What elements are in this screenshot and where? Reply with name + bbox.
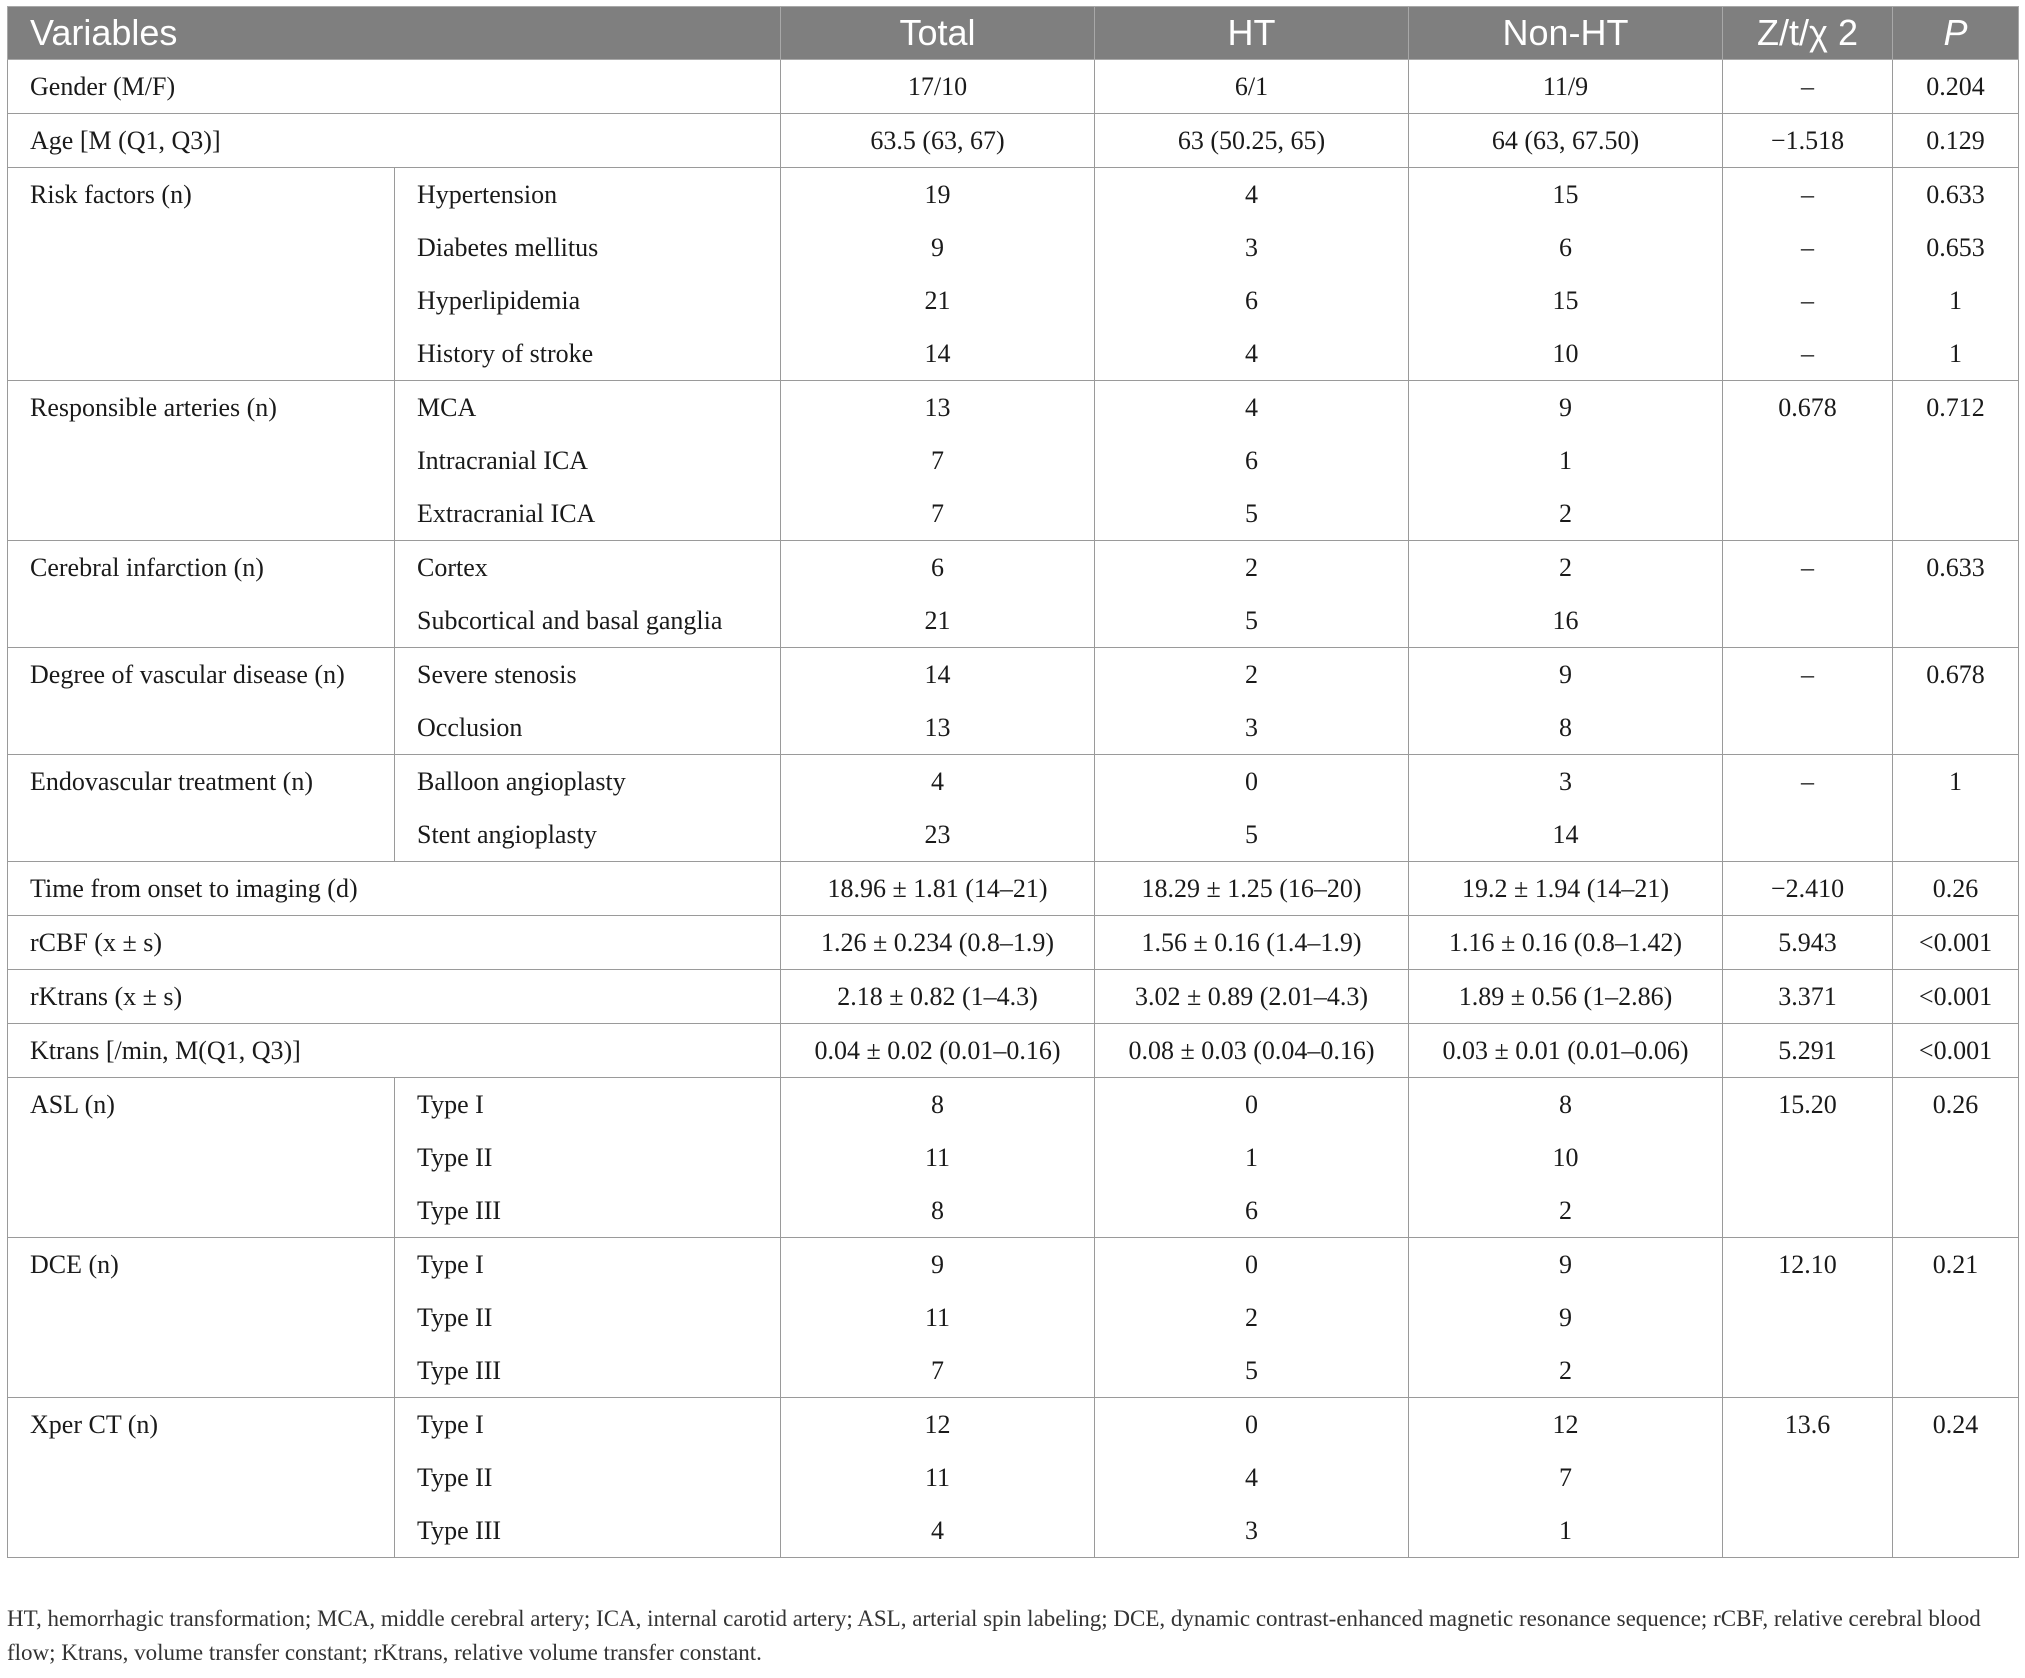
statistic-value bbox=[1723, 594, 1893, 648]
ht-value: 0 bbox=[1095, 1398, 1409, 1452]
p-value: 1 bbox=[1893, 755, 2019, 809]
sub-variable-label: Diabetes mellitus bbox=[395, 221, 781, 274]
non-ht-value: 6 bbox=[1409, 221, 1723, 274]
statistic-value bbox=[1723, 1451, 1893, 1504]
non-ht-value: 1.89 ± 0.56 (1–2.86) bbox=[1409, 970, 1723, 1024]
group-label: Cerebral infarction (n) bbox=[8, 541, 395, 648]
group-label: Risk factors (n) bbox=[8, 168, 395, 381]
ht-value: 3 bbox=[1095, 701, 1409, 755]
statistic-value: 0.678 bbox=[1723, 381, 1893, 435]
ht-value: 0.08 ± 0.03 (0.04–0.16) bbox=[1095, 1024, 1409, 1078]
header-ht: HT bbox=[1095, 7, 1409, 60]
sub-variable-label: Type III bbox=[395, 1504, 781, 1558]
non-ht-value: 10 bbox=[1409, 327, 1723, 381]
ht-value: 4 bbox=[1095, 168, 1409, 222]
statistic-value: – bbox=[1723, 327, 1893, 381]
sub-variable-label: MCA bbox=[395, 381, 781, 435]
sub-variable-label: Type II bbox=[395, 1291, 781, 1344]
table-row bbox=[8, 916, 2019, 970]
total-value: 13 bbox=[781, 701, 1095, 755]
non-ht-value: 15 bbox=[1409, 168, 1723, 222]
total-value: 12 bbox=[781, 1398, 1095, 1452]
statistic-value bbox=[1723, 1291, 1893, 1344]
sub-variable-label: Extracranial ICA bbox=[395, 487, 781, 541]
sub-variable-label: Intracranial ICA bbox=[395, 434, 781, 487]
non-ht-value: 19.2 ± 1.94 (14–21) bbox=[1409, 862, 1723, 916]
statistic-value: – bbox=[1723, 541, 1893, 595]
non-ht-value: 2 bbox=[1409, 1184, 1723, 1238]
statistic-value bbox=[1723, 1184, 1893, 1238]
p-value bbox=[1893, 487, 2019, 541]
group-label: DCE (n) bbox=[8, 1238, 395, 1398]
sub-variable-label: Hyperlipidemia bbox=[395, 274, 781, 327]
sub-variable-label: History of stroke bbox=[395, 327, 781, 381]
header-variables: Variables bbox=[8, 7, 781, 60]
ht-value: 18.29 ± 1.25 (16–20) bbox=[1095, 862, 1409, 916]
p-value: 0.633 bbox=[1893, 168, 2019, 222]
ht-value: 1 bbox=[1095, 1131, 1409, 1184]
sub-variable-label: Occlusion bbox=[395, 701, 781, 755]
sub-variable-label: Cortex bbox=[395, 541, 781, 595]
statistic-value bbox=[1723, 701, 1893, 755]
group-label: Endovascular treatment (n) bbox=[8, 755, 395, 862]
statistic-value: 12.10 bbox=[1723, 1238, 1893, 1292]
variable-label: rKtrans (x ± s) bbox=[8, 970, 781, 1024]
variable-label: rCBF (x ± s) bbox=[8, 916, 781, 970]
sub-variable-label: Severe stenosis bbox=[395, 648, 781, 702]
non-ht-value: 0.03 ± 0.01 (0.01–0.06) bbox=[1409, 1024, 1723, 1078]
sub-variable-label: Stent angioplasty bbox=[395, 808, 781, 862]
p-value bbox=[1893, 1184, 2019, 1238]
total-value: 6 bbox=[781, 541, 1095, 595]
p-value: 0.21 bbox=[1893, 1238, 2019, 1292]
table-row bbox=[8, 1238, 2019, 1292]
statistic-value: – bbox=[1723, 648, 1893, 702]
header-non-ht: Non-HT bbox=[1409, 7, 1723, 60]
statistic-value: – bbox=[1723, 60, 1893, 114]
table-row bbox=[8, 381, 2019, 435]
ht-value: 0 bbox=[1095, 755, 1409, 809]
ht-value: 2 bbox=[1095, 648, 1409, 702]
non-ht-value: 1 bbox=[1409, 434, 1723, 487]
ht-value: 6 bbox=[1095, 1184, 1409, 1238]
ht-value: 2 bbox=[1095, 541, 1409, 595]
ht-value: 4 bbox=[1095, 381, 1409, 435]
p-value: 0.26 bbox=[1893, 862, 2019, 916]
non-ht-value: 11/9 bbox=[1409, 60, 1723, 114]
sub-variable-label: Type III bbox=[395, 1344, 781, 1398]
statistic-value: – bbox=[1723, 274, 1893, 327]
statistic-value bbox=[1723, 1131, 1893, 1184]
ht-value: 3 bbox=[1095, 221, 1409, 274]
table-row bbox=[8, 168, 2019, 222]
statistic-value: 5.943 bbox=[1723, 916, 1893, 970]
statistic-value bbox=[1723, 1504, 1893, 1558]
non-ht-value: 8 bbox=[1409, 1078, 1723, 1132]
non-ht-value: 8 bbox=[1409, 701, 1723, 755]
results-table-container bbox=[7, 6, 2018, 1558]
group-label: Degree of vascular disease (n) bbox=[8, 648, 395, 755]
p-value: 1 bbox=[1893, 274, 2019, 327]
ht-value: 0 bbox=[1095, 1238, 1409, 1292]
ht-value: 4 bbox=[1095, 327, 1409, 381]
ht-value: 5 bbox=[1095, 594, 1409, 648]
table-row bbox=[8, 755, 2019, 809]
sub-variable-label: Type I bbox=[395, 1238, 781, 1292]
total-value: 11 bbox=[781, 1131, 1095, 1184]
p-value: 0.653 bbox=[1893, 221, 2019, 274]
statistic-value bbox=[1723, 1344, 1893, 1398]
ht-value: 6 bbox=[1095, 434, 1409, 487]
total-value: 23 bbox=[781, 808, 1095, 862]
statistic-value: −2.410 bbox=[1723, 862, 1893, 916]
p-value: 0.204 bbox=[1893, 60, 2019, 114]
non-ht-value: 9 bbox=[1409, 1238, 1723, 1292]
non-ht-value: 3 bbox=[1409, 755, 1723, 809]
table-row bbox=[8, 1024, 2019, 1078]
results-table bbox=[7, 6, 2019, 1558]
p-value: 0.712 bbox=[1893, 381, 2019, 435]
table-row bbox=[8, 1398, 2019, 1452]
ht-value: 6/1 bbox=[1095, 60, 1409, 114]
group-label: Xper CT (n) bbox=[8, 1398, 395, 1558]
p-value bbox=[1893, 1131, 2019, 1184]
sub-variable-label: Type I bbox=[395, 1398, 781, 1452]
ht-value: 5 bbox=[1095, 808, 1409, 862]
p-value: 0.633 bbox=[1893, 541, 2019, 595]
total-value: 14 bbox=[781, 327, 1095, 381]
variable-label: Age [M (Q1, Q3)] bbox=[8, 114, 781, 168]
variable-label: Time from onset to imaging (d) bbox=[8, 862, 781, 916]
statistic-value bbox=[1723, 487, 1893, 541]
total-value: 21 bbox=[781, 274, 1095, 327]
non-ht-value: 1 bbox=[1409, 1504, 1723, 1558]
statistic-value bbox=[1723, 434, 1893, 487]
non-ht-value: 15 bbox=[1409, 274, 1723, 327]
non-ht-value: 64 (63, 67.50) bbox=[1409, 114, 1723, 168]
p-value bbox=[1893, 1344, 2019, 1398]
ht-value: 63 (50.25, 65) bbox=[1095, 114, 1409, 168]
sub-variable-label: Subcortical and basal ganglia bbox=[395, 594, 781, 648]
ht-value: 4 bbox=[1095, 1451, 1409, 1504]
p-value: 0.129 bbox=[1893, 114, 2019, 168]
total-value: 0.04 ± 0.02 (0.01–0.16) bbox=[781, 1024, 1095, 1078]
total-value: 14 bbox=[781, 648, 1095, 702]
table-row bbox=[8, 60, 2019, 114]
total-value: 7 bbox=[781, 1344, 1095, 1398]
ht-value: 2 bbox=[1095, 1291, 1409, 1344]
non-ht-value: 9 bbox=[1409, 648, 1723, 702]
p-value bbox=[1893, 434, 2019, 487]
ht-value: 0 bbox=[1095, 1078, 1409, 1132]
total-value: 8 bbox=[781, 1184, 1095, 1238]
non-ht-value: 2 bbox=[1409, 1344, 1723, 1398]
sub-variable-label: Type III bbox=[395, 1184, 781, 1238]
statistic-value: 3.371 bbox=[1723, 970, 1893, 1024]
ht-value: 5 bbox=[1095, 487, 1409, 541]
total-value: 7 bbox=[781, 487, 1095, 541]
group-label: Responsible arteries (n) bbox=[8, 381, 395, 541]
total-value: 21 bbox=[781, 594, 1095, 648]
total-value: 18.96 ± 1.81 (14–21) bbox=[781, 862, 1095, 916]
p-value bbox=[1893, 1504, 2019, 1558]
table-row bbox=[8, 862, 2019, 916]
statistic-value: – bbox=[1723, 168, 1893, 222]
total-value: 9 bbox=[781, 1238, 1095, 1292]
ht-value: 3.02 ± 0.89 (2.01–4.3) bbox=[1095, 970, 1409, 1024]
total-value: 8 bbox=[781, 1078, 1095, 1132]
p-value: <0.001 bbox=[1893, 1024, 2019, 1078]
variable-label: Gender (M/F) bbox=[8, 60, 781, 114]
statistic-value: 13.6 bbox=[1723, 1398, 1893, 1452]
non-ht-value: 2 bbox=[1409, 487, 1723, 541]
statistic-value: −1.518 bbox=[1723, 114, 1893, 168]
non-ht-value: 9 bbox=[1409, 1291, 1723, 1344]
total-value: 9 bbox=[781, 221, 1095, 274]
p-value bbox=[1893, 1291, 2019, 1344]
p-value: <0.001 bbox=[1893, 916, 2019, 970]
statistic-value bbox=[1723, 808, 1893, 862]
p-value: 0.678 bbox=[1893, 648, 2019, 702]
non-ht-value: 10 bbox=[1409, 1131, 1723, 1184]
header-p-value: P bbox=[1893, 7, 2019, 60]
non-ht-value: 9 bbox=[1409, 381, 1723, 435]
header-statistic: Z/t/χ 2 bbox=[1723, 7, 1893, 60]
total-value: 4 bbox=[781, 1504, 1095, 1558]
non-ht-value: 7 bbox=[1409, 1451, 1723, 1504]
total-value: 4 bbox=[781, 755, 1095, 809]
header-row bbox=[8, 7, 2019, 60]
total-value: 1.26 ± 0.234 (0.8–1.9) bbox=[781, 916, 1095, 970]
statistic-value: – bbox=[1723, 221, 1893, 274]
statistic-value: – bbox=[1723, 755, 1893, 809]
non-ht-value: 16 bbox=[1409, 594, 1723, 648]
table-body bbox=[8, 60, 2019, 1558]
total-value: 7 bbox=[781, 434, 1095, 487]
header-total: Total bbox=[781, 7, 1095, 60]
p-value bbox=[1893, 701, 2019, 755]
p-value bbox=[1893, 1451, 2019, 1504]
sub-variable-label: Hypertension bbox=[395, 168, 781, 222]
variable-label: Ktrans [/min, M(Q1, Q3)] bbox=[8, 1024, 781, 1078]
p-value: 0.24 bbox=[1893, 1398, 2019, 1452]
table-row bbox=[8, 970, 2019, 1024]
statistic-value: 15.20 bbox=[1723, 1078, 1893, 1132]
p-value bbox=[1893, 808, 2019, 862]
table-row bbox=[8, 1078, 2019, 1132]
total-value: 17/10 bbox=[781, 60, 1095, 114]
ht-value: 6 bbox=[1095, 274, 1409, 327]
p-value bbox=[1893, 594, 2019, 648]
sub-variable-label: Type I bbox=[395, 1078, 781, 1132]
total-value: 2.18 ± 0.82 (1–4.3) bbox=[781, 970, 1095, 1024]
p-value: <0.001 bbox=[1893, 970, 2019, 1024]
non-ht-value: 1.16 ± 0.16 (0.8–1.42) bbox=[1409, 916, 1723, 970]
ht-value: 1.56 ± 0.16 (1.4–1.9) bbox=[1095, 916, 1409, 970]
table-row bbox=[8, 648, 2019, 702]
sub-variable-label: Balloon angioplasty bbox=[395, 755, 781, 809]
table-row bbox=[8, 114, 2019, 168]
total-value: 19 bbox=[781, 168, 1095, 222]
non-ht-value: 2 bbox=[1409, 541, 1723, 595]
p-value: 1 bbox=[1893, 327, 2019, 381]
sub-variable-label: Type II bbox=[395, 1451, 781, 1504]
total-value: 63.5 (63, 67) bbox=[781, 114, 1095, 168]
table-footnote: HT, hemorrhagic transformation; MCA, middle cerebral artery; ICA, internal carotid artery; ASL, arterial spin labeling; DCE, dynamic contrast-enhanced magnetic resonance sequence; rCBF, relative cerebral blood flow; Ktrans, volume transfer constant; rKtrans, relative volume transfer constant. bbox=[7, 1606, 1981, 1665]
ht-value: 3 bbox=[1095, 1504, 1409, 1558]
ht-value: 5 bbox=[1095, 1344, 1409, 1398]
p-value: 0.26 bbox=[1893, 1078, 2019, 1132]
non-ht-value: 12 bbox=[1409, 1398, 1723, 1452]
total-value: 11 bbox=[781, 1291, 1095, 1344]
total-value: 13 bbox=[781, 381, 1095, 435]
table-row bbox=[8, 541, 2019, 595]
group-label: ASL (n) bbox=[8, 1078, 395, 1238]
statistic-value: 5.291 bbox=[1723, 1024, 1893, 1078]
non-ht-value: 14 bbox=[1409, 808, 1723, 862]
total-value: 11 bbox=[781, 1451, 1095, 1504]
sub-variable-label: Type II bbox=[395, 1131, 781, 1184]
